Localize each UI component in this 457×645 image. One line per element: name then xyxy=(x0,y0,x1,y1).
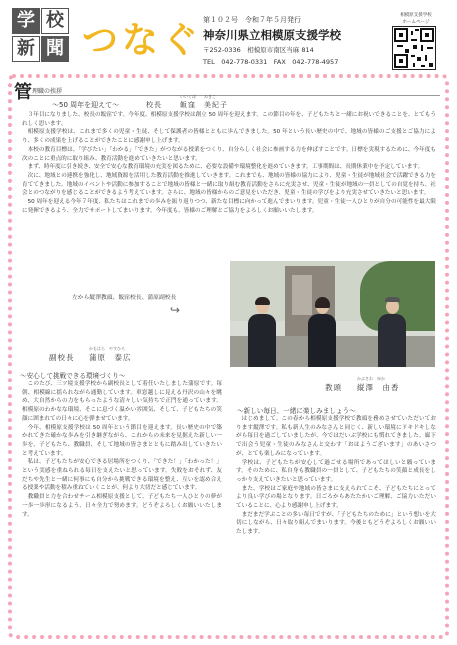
photo-person-left xyxy=(248,299,276,367)
vice-principal-paragraph: 教職員と力を合わせチーム相模原支援として、子どもたち一人ひとりの夢が一歩一歩形になるよう、日々全力で努めます。どうぞよろしくお願いいたします。 xyxy=(22,494,222,518)
vice-principal-name: 蒲原 泰広 xyxy=(89,353,132,362)
school-address: 〒252-0336 相模原市南区当麻 814 xyxy=(203,46,314,54)
logo-char-3: 新 xyxy=(12,36,40,62)
principal-name-ruby: いいくぼ みきこ xyxy=(180,94,216,99)
school-name: 神奈川県立相模原支援学校 xyxy=(203,28,341,42)
principal-paragraph: まず、時年度に引き続き、安全で安心な教育環境の充実を図るために、必要な設備や環境整化を進めていきます。工事期間は、長期休業中を予定しています。 xyxy=(27,164,424,171)
staff-photo xyxy=(230,261,435,367)
vice-principal-body xyxy=(22,380,222,519)
teacher-paragraph: まだまだ学ぶことの多い毎日ですが、「子どもたちのために」という想いを大切にしながら、日々取り組んでまいります。今後ともどうぞよろしくお願いいたします。 xyxy=(236,511,436,536)
heading-divider xyxy=(30,95,440,96)
teacher-name-ruby: かぶさわ ゆか xyxy=(357,376,385,381)
principal-article-title: ～50 周年を迎えて～ xyxy=(52,101,120,109)
principal-body xyxy=(22,111,436,215)
principal-name: 飯窪 美紀子 xyxy=(180,101,228,109)
section-heading: 理職の挨拶 xyxy=(32,88,63,95)
newsletter-title: つなぐ xyxy=(82,20,203,61)
photo-caption: 左から縦澤教頭、飯窪校長、蒲原副校長 xyxy=(72,295,177,301)
teacher-role: 教頭 xyxy=(325,383,342,392)
section-heading-initial: 管 xyxy=(14,82,32,103)
teacher-paragraph: はじめまして。この春から相模原支援学校で教頭を務めさせていただいております縦澤です。私も新人生のみなさんと同じく、新しい環境にドキドキしながら毎日を過ごしていましたが、今ではだいぶ学校にも慣れてきました。廊下で出会う児童・生徒のみなさんと交わす「おはようございます」のあいさつが、とても楽しみになっています。 xyxy=(236,416,436,457)
school-contact: TEL 042-778-0331 FAX 042-778-4957 xyxy=(203,58,339,66)
vice-principal-role: 副校長 xyxy=(49,353,75,362)
photo-person-right xyxy=(378,299,406,367)
principal-paragraph: 次に、地域との連携を強化し、地域資源を活用した教育活動を推進していきます。これまでも、地域の皆様の協力により、児童・生徒が地域社会で活躍できる力を育ててきました。地域のイベントや活動に参加することで地域の皆様と一緒に取り組む教育活動をさらに充実させ、児童・生徒が地域の一員としての自覚を持ち、社会とのつながりを感じることができるよう考えています。さらに、地域の皆様からのご意見をいただき、児童・生徒の学びをより充実させていきたいと思います。 xyxy=(22,172,436,197)
vice-principal-paragraph: 私は、子どもたちが安心できる居場所をつくり、「できた！」「わかった！」という実感を重ねられる毎日を支えたいと思っています。失敗をおそれず、友だちや先生と一緒に何事にも自分から挑戦できる環境を整え、互いを認め合える授業や活動を積み重ねていくことが、何より大切だと感じています。 xyxy=(22,459,222,492)
teacher-body xyxy=(236,415,436,537)
qr-caption-homepage: ホームページ xyxy=(402,20,430,25)
qr-caption-school: 相模原支援学校 xyxy=(400,13,432,18)
teacher-name: 縦澤 由香 xyxy=(357,383,400,392)
vice-principal-name-ruby: かもはら やすひろ xyxy=(89,346,125,351)
vice-principal-paragraph: このたび、三ツ境支援学校から副校長として着任いたしました蒲原です。毎朝、相模線に揺られながら通勤しています。車窓越しに見える丹沢の山々を眺め、大自然からの力をもらったような清々しい気持ちで正門を通っています。相模原のわかなな環境、そこに息づく温かい雰囲気、そして、子どもたちの笑顔に囲まれての日々に心を弾ませています。 xyxy=(22,381,222,422)
principal-paragraph: 本校の教育目標は、「学びたい」「わかる」「できた」がつながる授業をつくり、自分らしく社会に参画する力を伸ばすことです。日標を実現するために、今年度も次のことに重点的に取り組み、教育活動を進めていきたいと思います。 xyxy=(22,146,436,162)
logo-char-4: 聞 xyxy=(41,36,69,62)
qr-code-icon[interactable] xyxy=(392,26,436,70)
teacher-paragraph: 学校は、子どもたちが安心して過ごせる場所であってほしいと願っています。そのために、私自身も教職員の一員として、子どもたちの笑顔と成長をしっかり支えていきたいと思っています。 xyxy=(236,459,436,483)
teacher-section-title: ～新しい毎日、一緒に楽しみましょう～ xyxy=(237,407,356,415)
teacher-paragraph: また、学校はご家庭や地域の皆さまに支えられてこそ、子どもたちにとってより良い学びの場となります。日ごろからあたたかいご理解、ご協力いただいていることに、心より感謝申し上げます。 xyxy=(236,485,436,510)
issue-info: 第１０２号 令和７年５月発行 xyxy=(203,16,301,24)
vice-principal-section-title: ～安心して挑戦できる環境づくり～ xyxy=(20,372,126,380)
logo-char-1: 学 xyxy=(12,8,40,34)
principal-paragraph: 50 周年を迎える今年７年度、私たちはこれまでの歩みを振り返りつつ、新たな目標に向かって進んでまいります。児童・生徒一人ひとりが自分の可能性を最大限に発揮できるよう、全力でサポートしてまいります。今年度も、皆様のご理解とご協力をよろしくお願いいたします。 xyxy=(22,199,436,214)
photo-person-center xyxy=(308,299,336,367)
curved-arrow-icon: ↪ xyxy=(170,303,181,317)
logo-char-2: 校 xyxy=(41,8,69,34)
principal-paragraph: 相模原支援学校は、これまで多くの児童・生徒、そして保護者の皆様とともに歩んできました。50 年という長い歴史の中で、地域の皆様のご支援とご協力により、多くの成果を上げることができたことに感謝申し上げます。 xyxy=(22,129,436,145)
vice-principal-paragraph: 今年、相模原支援学校は 50 周年という節目を迎えます。長い歴史の中で築かれてきた確かな歩みを引き継ぎながら、これからの未来を見据えた新しい一歩を、子どもたち、教職員、そして地域の皆さまとともに踏み出していきたいと考えています。 xyxy=(22,424,222,457)
principal-role: 校長 xyxy=(146,101,162,109)
principal-paragraph: ３年目になりました、校長の飯窪です。今年度、相模原支援学校は創立 50 周年を迎えます。この節目の年を、子どもたちと一緒にお祝いできることを、とてもうれしく思います。 xyxy=(22,112,436,127)
newspaper-logo xyxy=(12,8,74,64)
